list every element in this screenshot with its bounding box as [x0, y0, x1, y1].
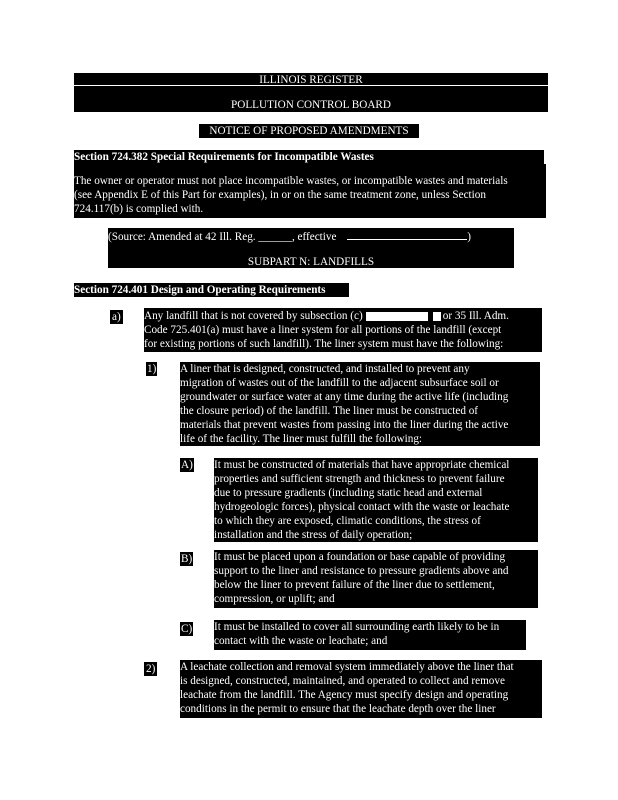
notice-title: NOTICE OF PROPOSED AMENDMENTS: [199, 124, 419, 138]
section-382-line: (see Appendix E of this Part for examples), in or on the same treatment zone, unless Section: [74, 189, 486, 201]
section-382-heading: Section 724.382 Special Requirements for Incompatible Wastes: [74, 150, 544, 164]
subsection-2-line: conditions in the permit to ensure that the leachate depth over the liner: [180, 703, 496, 715]
subsection-A-line: hydrogeologic forces), physical contact with the waste or leachate: [214, 501, 510, 513]
subsection-A-body: [214, 458, 538, 542]
subsection-A-label: A): [181, 459, 193, 471]
subsection-A-line: to which they are exposed, climatic conditions, the stress of: [214, 515, 481, 527]
subsection-1-label: 1): [147, 363, 157, 375]
subsection-a-label: a): [112, 311, 121, 323]
subsection-C-body: [214, 620, 526, 650]
subsection-B-line: below the liner to prevent failure of the liner due to settlement,: [214, 579, 495, 591]
redaction-mark: [433, 312, 441, 321]
subsection-C-label: C): [181, 623, 193, 635]
section-382-line: The owner or operator must not place incompatible wastes, or incompatible wastes and materials: [74, 175, 508, 187]
subsection-1-line: A liner that is designed, constructed, and installed to prevent any: [180, 363, 470, 375]
subsection-B-body: [214, 550, 538, 608]
subsection-B-line: compression, or uplift; and: [214, 593, 335, 605]
subsection-A-line: installation and the stress of daily operation;: [214, 529, 413, 541]
board-title: POLLUTION CONTROL BOARD: [74, 86, 548, 112]
subsection-1-line: life of the facility. The liner must fulfill the following:: [180, 433, 423, 445]
register-title: ILLINOIS REGISTER: [74, 73, 548, 85]
subsection-A-line: It must be constructed of materials that have appropriate chemical: [214, 459, 510, 471]
subsection-B-line: It must be placed upon a foundation or base capable of providing: [214, 551, 506, 563]
subsection-2-body: [180, 660, 542, 718]
source-blank: [347, 239, 467, 240]
subsection-1-line: migration of wastes out of the landfill to the adjacent subsurface soil or: [180, 377, 499, 389]
subsection-B-line: support to the liner and resistance to pressure gradients above and: [214, 565, 509, 577]
subsection-A-line: due to pressure gradients (including static head and external: [214, 487, 483, 499]
subsection-A-line: properties and sufficient strength and thickness to prevent failure: [214, 473, 505, 485]
subsection-1-line: groundwater or surface water at any time during the active life (including: [180, 391, 509, 403]
subsection-2-label: 2): [146, 663, 156, 675]
subsection-2-line: A leachate collection and removal system immediately above the liner that: [180, 661, 514, 673]
subsection-1-body: [180, 362, 540, 446]
subsection-a-line: Any landfill that is not covered by subsection (c) or 35 Ill. Adm.: [144, 310, 509, 322]
source-close: ): [467, 231, 471, 243]
subsection-a-body: [144, 308, 542, 352]
subsection-a-line: for existing portions of such landfill). The liner system must have the following:: [144, 338, 504, 350]
subsection-1-line: materials that prevent wastes from passing into the liner during the active: [180, 419, 509, 431]
redaction-mark: [366, 312, 428, 321]
subsection-C-line: It must be installed to cover all surrounding earth likely to be in: [214, 621, 500, 633]
subsection-C-line: contact with the waste or leachate; and: [214, 635, 388, 647]
section-401-heading: Section 724.401 Design and Operating Requirements: [74, 283, 349, 297]
section-382-body: [74, 164, 546, 218]
subsection-2-line: is designed, constructed, maintained, and operated to collect and remove: [180, 675, 505, 687]
subsection-a-line: Code 725.401(a) must have a liner system for all portions of the landfill (except: [144, 324, 502, 336]
subsection-B-label: B): [181, 553, 193, 565]
subpart-title: SUBPART N: LANDFILLS: [108, 256, 514, 268]
section-382-line: 724.117(b) is complied with.: [74, 203, 204, 215]
source-note-text: (Source: Amended at 42 Ill. Reg. ______, effective: [108, 231, 337, 243]
subsection-2-line: leachate from the landfill. The Agency must specify design and operating: [180, 689, 509, 701]
subsection-1-line: the closure period) of the landfill. The liner must be constructed of: [180, 405, 479, 417]
